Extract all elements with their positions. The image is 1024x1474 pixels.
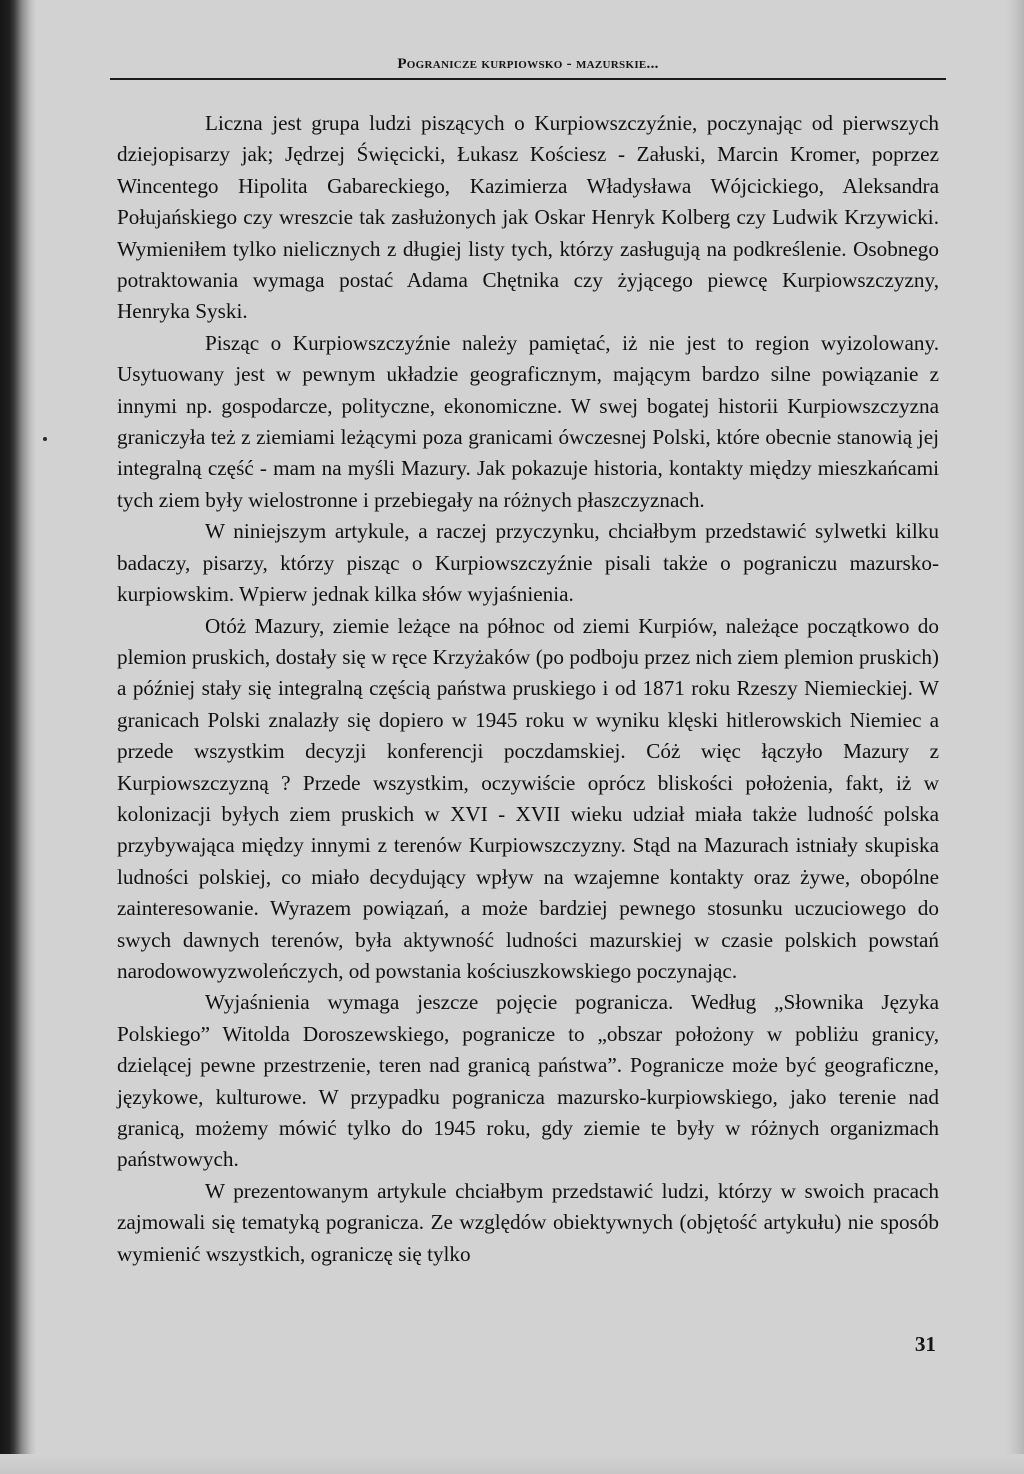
running-header: Pogranicze kurpiowsko - mazurskie... <box>397 56 659 72</box>
header-rule <box>110 78 946 80</box>
book-spine-shadow <box>0 0 36 1474</box>
article-body <box>117 108 939 1270</box>
paragraph: Otóż Mazury, ziemie leżące na północ od ziemi Kurpiów, należące początkowo do plemion pruskich, dostały się w ręce Krzyżaków (po podboju przez nich ziem plemion pruskich) a później stały się integralną częścią państwa pruskiego i od 1871 roku Rzeszy Niemieckiej. W granicach Polski znalazły się dopiero w 1945 roku w wyniku klęski hitlerowskich Niemiec a przede wszystkim decyzji konferencji poczdamskiej. Cóż więc łączyło Mazury z Kurpiowszczyzną ? Przede wszystkim, oczywiście oprócz bliskości położenia, fakt, iż w kolonizacji byłych ziem pruskich w XVI - XVII wieku udział miała także ludność polska przybywająca między innymi z terenów Kurpiowszczyzny. Stąd na Mazurach istniały skupiska ludności polskiej, co miało decydujący wpływ na wzajemne kontakty oraz żywe, obopólne zainteresowanie. Wyrazem powiązań, a może bardziej pewnego stosunku uczuciowego do swych dawnych terenów, była aktywność ludności mazurskiej w czasie polskich powstań narodowowyzwoleńczych, od powstania kościuszkowskiego poczynając. <box>117 613 939 983</box>
paragraph: W niniejszym artykule, a raczej przyczynku, chciałbym przedstawić sylwetki kilku badaczy, pisarzy, którzy pisząc o Kurpiowszczyźnie pisali także o pograniczu mazursko-kurpiowskim. Wpierw jednak kilka słów wyjaśnienia. <box>117 519 939 607</box>
paragraph: Liczna jest grupa ludzi piszących o Kurpiowszczyźnie, poczynając od pierwszych dziejopisarzy jak; Jędrzej Święcicki, Łukasz Kościesz - Załuski, Marcin Kromer, poprzez Wincentego Hipolita Gabareckiego, Kazimierza Władysława Wójcickiego, Aleksandra Połujańskiego czy wreszcie tak zasłużonych jak Oskar Henryk Kolberg czy Ludwik Krzywicki. Wymieniłem tylko nielicznych z długiej listy tych, którzy zasługują na podkreślenie. Osobnego potraktowania wymaga postać Adama Chętnika czy żyjącego piewcę Kurpiowszczyzny, Henryka Syski. <box>117 111 939 324</box>
scan-speck <box>43 437 47 441</box>
page-edge-right <box>1006 0 1024 1474</box>
page-edge-bottom <box>0 1454 1024 1474</box>
paragraph: Wyjaśnienia wymaga jeszcze pojęcie pogranicza. Według „Słownika Języka Polskiego” Witolda Doroszewskiego, pogranicze to „obszar położony w pobliżu granicy, dzielącej pewne przestrzenie, teren nad granicą państwa”. Pogranicze może być geograficzne, językowe, kulturowe. W przypadku pogranicza mazursko-kurpiowskiego, jako terenie nad granicą, możemy mówić tylko do 1945 roku, gdy ziemie te były w różnych organizmach państwowych. <box>117 990 939 1172</box>
paragraph: W prezentowanym artykule chciałbym przedstawić ludzi, którzy w swoich pracach zajmowali się tematyką pogranicza. Ze względów obiektywnych (objętość artykułu) nie sposób wymienić wszystkich, ograniczę się tylko <box>117 1178 939 1266</box>
paragraph: Pisząc o Kurpiowszczyźnie należy pamiętać, iż nie jest to region wyizolowany. Usytuowany jest w pewnym układzie geograficznym, mającym bardzo silne powiązanie z innymi np. gospodarcze, polityczne, ekonomiczne. W swej bogatej historii Kurpiowszczyzna graniczyła też z ziemiami leżącymi poza granicami ówczesnej Polski, które obecnie stanowią jej integralną część - mam na myśli Mazury. Jak pokazuje historia, kontakty między mieszkańcami tych ziem były wielostronne i przebiegały na różnych płaszczyznach. <box>117 330 939 512</box>
page-number: 31 <box>914 1332 936 1356</box>
